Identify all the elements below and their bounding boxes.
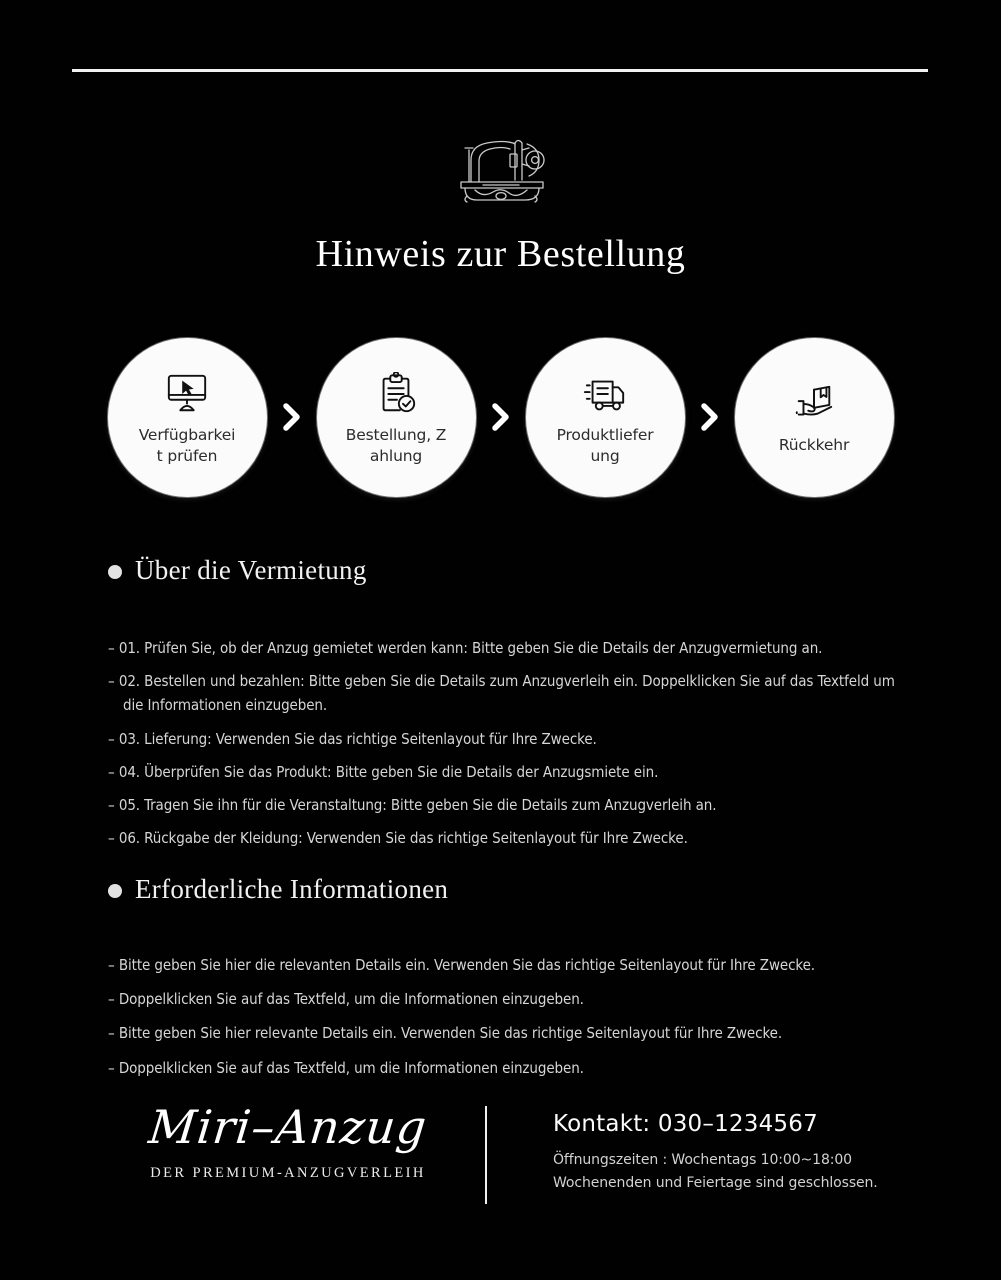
list-item: – Doppelklicken Sie auf das Textfeld, um die Informationen einzugeben. xyxy=(108,1058,584,1077)
list-item: – 03. Lieferung: Verwenden Sie das richtige Seitenlayout für Ihre Zwecke. xyxy=(108,729,597,748)
section-title: Über die Vermietung xyxy=(135,555,367,585)
hand-package-icon xyxy=(791,382,837,426)
brand-tagline: DER PREMIUM-ANZUGVERLEIH xyxy=(150,1165,426,1181)
section-title: Erforderliche Informationen xyxy=(135,874,449,904)
step-label: Verfügbarkeit prüfen xyxy=(138,426,236,465)
process-steps xyxy=(0,336,1001,498)
chevron-right-icon xyxy=(685,397,735,437)
contact-phone: Kontakt: 030–1234567 xyxy=(553,1111,818,1137)
section-required-information xyxy=(108,875,908,1090)
step-label: Produktlieferung xyxy=(556,426,654,465)
section-heading xyxy=(108,875,908,905)
chevron-right-icon xyxy=(476,397,526,437)
monitor-cursor-icon xyxy=(164,372,210,416)
step-order-payment[interactable] xyxy=(317,338,476,497)
list-item: – 06. Rückgabe der Kleidung: Verwenden Sie das richtige Seitenlayout für Ihre Zwecke. xyxy=(108,829,688,848)
section-about-rental xyxy=(108,556,908,860)
about-rental-list xyxy=(108,636,908,851)
delivery-truck-icon xyxy=(582,372,628,416)
filled-circle-bullet-icon xyxy=(108,884,122,898)
filled-circle-bullet-icon xyxy=(108,565,122,579)
list-item: – 04. Überprüfen Sie das Produkt: Bitte geben Sie die Details der Anzugsmiete ein. xyxy=(108,762,659,781)
page-header xyxy=(0,130,1001,276)
list-item: – 05. Tragen Sie ihn für die Veranstaltung: Bitte geben Sie die Details zum Anzugverleih an. xyxy=(108,796,717,815)
step-return[interactable] xyxy=(735,338,894,497)
list-item: – 02. Bestellen und bezahlen: Bitte geben Sie die Details zum Anzugverleih ein. Doppelklicken Sie auf das Textfeld um die Informationen einzugeben. xyxy=(108,671,895,715)
list-item: – Bitte geben Sie hier relevante Details ein. Verwenden Sie das richtige Seitenlayout für Ihre Zwecke. xyxy=(108,1024,783,1043)
brand-name: Miri–Anzug xyxy=(146,1100,430,1154)
chevron-right-icon xyxy=(267,397,317,437)
step-check-availability[interactable] xyxy=(108,338,267,497)
list-item: – 01. Prüfen Sie, ob der Anzug gemietet werden kann: Bitte geben Sie die Details der Anzugvermietung an. xyxy=(108,638,823,657)
step-label: Rückkehr xyxy=(778,436,850,455)
contact-block xyxy=(553,1110,953,1195)
list-item: – Bitte geben Sie hier die relevanten Details ein. Verwenden Sie das richtige Seitenlayout für Ihre Zwecke. xyxy=(108,955,815,974)
sewing-machine-icon xyxy=(453,130,549,208)
required-information-list xyxy=(108,953,908,1080)
opening-hours-weekend: Wochenenden und Feiertage sind geschlossen. xyxy=(553,1175,878,1192)
top-divider xyxy=(72,69,928,72)
step-product-delivery[interactable] xyxy=(526,338,685,497)
brand-logo xyxy=(108,1100,468,1181)
section-heading xyxy=(108,556,908,586)
page-title: Hinweis zur Bestellung xyxy=(315,233,686,275)
step-label: Bestellung, Zahlung xyxy=(345,426,447,465)
page-footer xyxy=(0,1098,1001,1218)
opening-hours-weekdays: Öffnungszeiten : Wochentags 10:00~18:00 xyxy=(553,1151,852,1168)
clipboard-check-icon xyxy=(373,372,419,416)
footer-divider xyxy=(485,1106,487,1204)
list-item: – Doppelklicken Sie auf das Textfeld, um die Informationen einzugeben. xyxy=(108,989,584,1008)
